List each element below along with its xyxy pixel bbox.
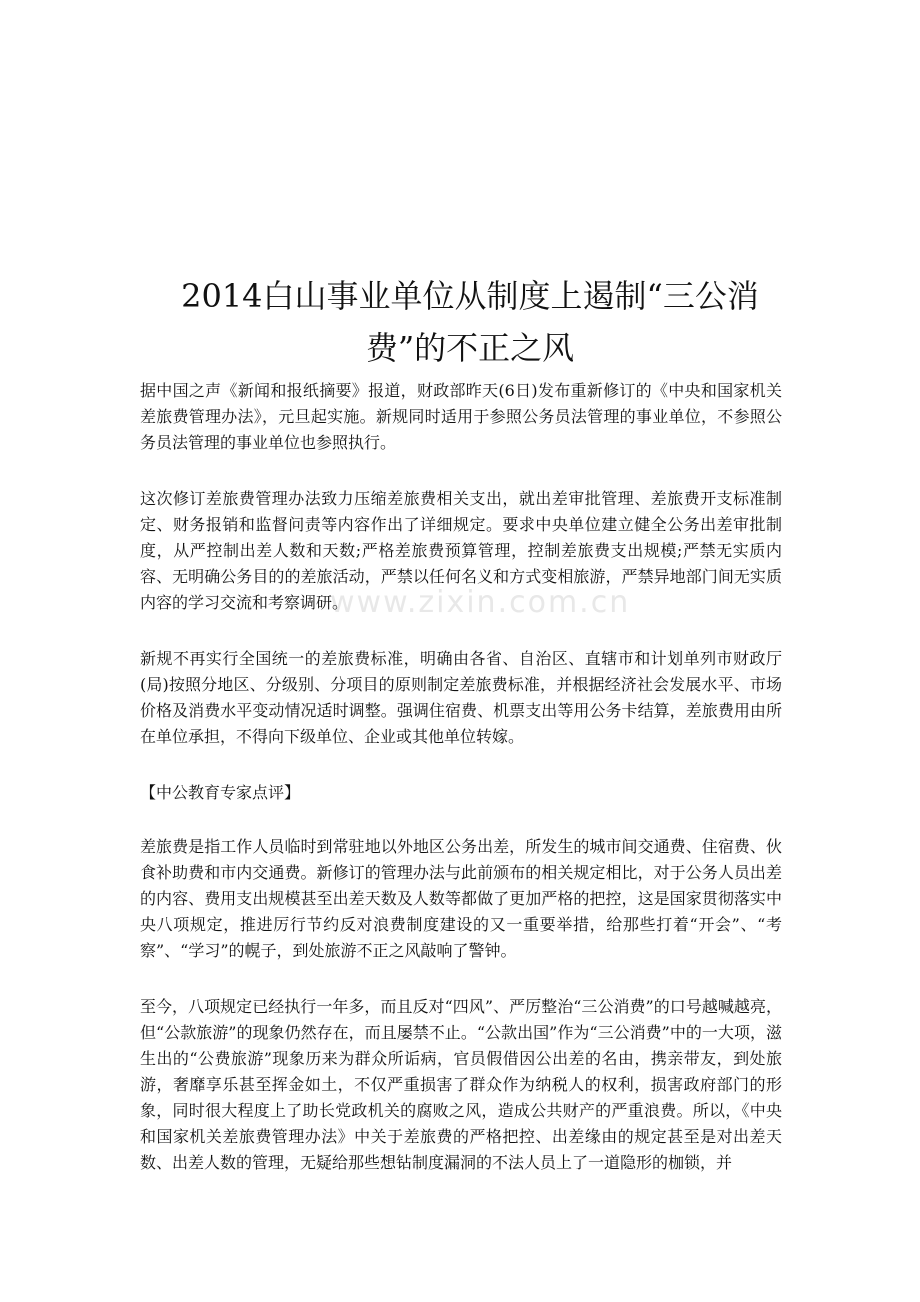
paragraph-intro: 据中国之声《新闻和报纸摘要》报道，财政部昨天(6日)发布重新修订的《中央和国家机关差旅费管理办法》，元旦起实施。新规同时适用于参照公务员法管理的事业单位，不参照公务员法管理的事业单位也参照执行。 <box>140 381 782 452</box>
paragraph-travel-expense: 差旅费是指工作人员临时到常驻地以外地区公务出差，所发生的城市间交通费、住宿费、伙食补助费和市内交通费。新修订的管理办法与此前颁布的相关规定相比，对于公务人员出差的内容、费用支出规模甚至出差天数及人数等都做了更加严格的把控，这是国家贯彻落实中央八项规定，推进厉行节约反对浪费制度建设的又一重要举措，给那些打着“开会”、“考察”、“学习”的幌子，到处旅游不正之风敲响了警钟。 <box>140 837 782 960</box>
document-title: 2014白山事业单位从制度上遏制“三公消费”的不正之风 <box>181 277 759 367</box>
paragraph-eight-rules: 至今，八项规定已经执行一年多，而且反对“四风”、严厉整治“三公消费”的口号越喊越亮，但“公款旅游”的现象仍然存在，而且屡禁不止。“公款出国”作为“三公消费”中的一大项，滋生出的“公费旅游”现象历来为群众所诟病，官员假借因公出差的名由，携亲带友，到处旅游，奢靡享乐甚至挥金如土，不仅严重损害了群众作为纳税人的权利，损害政府部门的形象，同时很大程度上了助长党政机关的腐败之风，造成公共财产的严重浪费。所以，《中央和国家机关差旅费管理办法》中关于差旅费的严格把控、出差缘由的规定甚至是对出差天数、出差人数的管理，无疑给那些想钻制度漏洞的不法人员上了一道隐形的枷锁，并 <box>140 997 782 1172</box>
document-body <box>140 378 782 1206</box>
watermark: www.zixin.com.cn <box>330 585 631 620</box>
paragraph-revision: 这次修订差旅费管理办法致力压缩差旅费相关支出，就出差审批管理、差旅费开支标准制定、财务报销和监督问责等内容作出了详细规定。要求中央单位建立健全公务出差审批制度，从严控制出差人数和天数;严格差旅费预算管理，控制差旅费支出规模;严禁无实质内容、无明确公务目的的差旅活动，严禁以任何名义和方式变相旅游，严禁异地部门间无实质内容的学习交流和考察调研。 <box>140 489 782 612</box>
paragraph-new-rules: 新规不再实行全国统一的差旅费标准，明确由各省、自治区、直辖市和计划单列市财政厅(局)按照分地区、分级别、分项目的原则制定差旅费标准，并根据经济社会发展水平、市场价格及消费水平变动情况适时调整。强调住宿费、机票支出等用公务卡结算，差旅费用由所在单位承担，不得向下级单位、企业或其他单位转嫁。 <box>140 649 782 746</box>
section-heading-expert-comment: 【中公教育专家点评】 <box>140 783 301 802</box>
